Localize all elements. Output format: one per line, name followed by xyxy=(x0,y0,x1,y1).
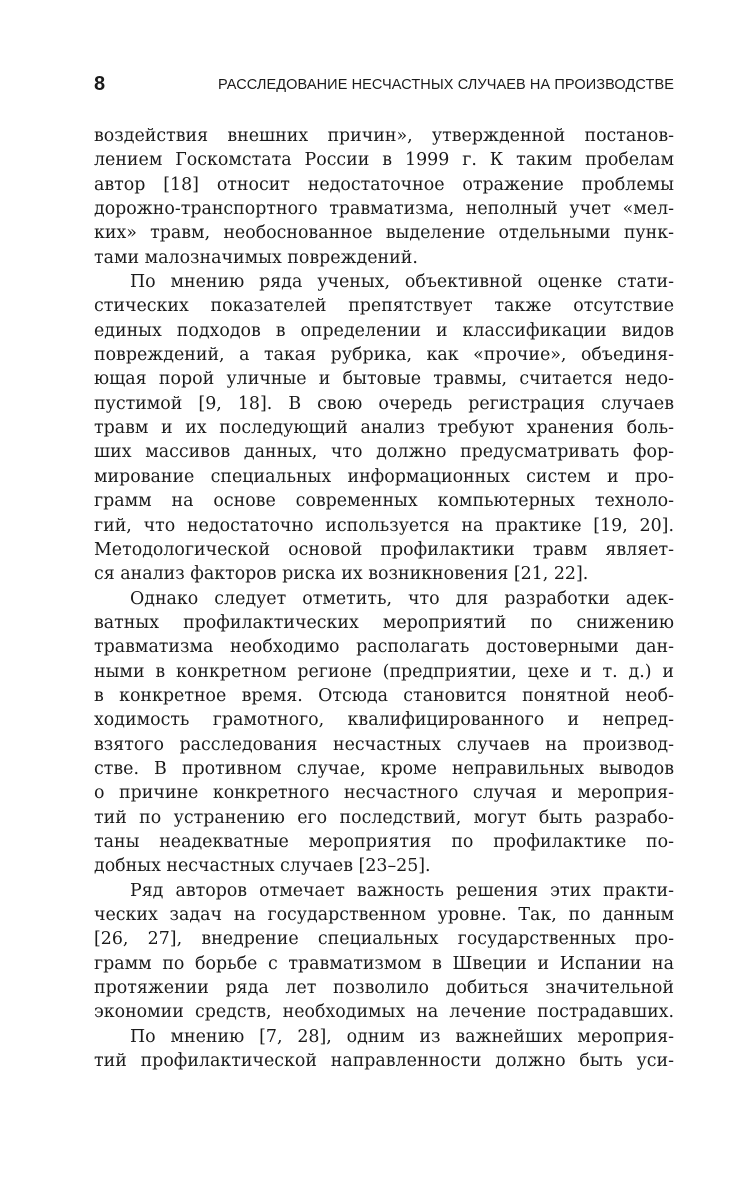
text-line: таны неадекватные мероприятия по профилактике по- xyxy=(94,831,674,852)
text-line: ватных профилактических мероприятий по снижению xyxy=(94,612,674,633)
text-line: ческих задач на государственном уровне. Так, по данным xyxy=(94,905,674,925)
paragraph-end-line: добных несчастных случаев [23–25]. xyxy=(94,856,431,877)
text-line: повреждений, а такая рубрика, как «прочие», объединя- xyxy=(94,345,674,366)
text-line: в конкретное время. Отсюда становится понятной необ- xyxy=(94,685,674,706)
text-line: автор [18] относит недостаточное отражение проблемы xyxy=(94,174,674,195)
text-line: пустимой [9, 18]. В свою очередь регистрация случаев xyxy=(94,393,674,414)
running-title: РАССЛЕДОВАНИЕ НЕСЧАСТНЫХ СЛУЧАЕВ НА ПРОИЗВОДСТВЕ xyxy=(217,77,674,93)
text-line: гий, что недостаточно используется на практике [19, 20]. xyxy=(94,515,674,536)
text-line: травм и их последующий анализ требуют хранения боль- xyxy=(94,418,674,439)
text-line: [26, 27], внедрение специальных государственных про- xyxy=(94,929,674,950)
text-line: ших массивов данных, что должно предусматривать фор- xyxy=(94,442,674,463)
text-line: о причине конкретного несчастного случая и мероприя- xyxy=(94,783,674,804)
paragraph-end-line: ся анализ факторов риска их возникновения [21, 22]. xyxy=(94,564,589,585)
text-line: ких» травм, необоснованное выделение отдельными пунк- xyxy=(94,223,674,244)
body-text xyxy=(94,124,674,1073)
text-line: Методологической основой профилактики травм являет- xyxy=(94,539,674,560)
text-line: грамм по борьбе с травматизмом в Швеции и Испании на xyxy=(94,953,674,974)
text-line: дорожно-транспортного травматизма, неполный учет «мел- xyxy=(94,199,674,220)
text-line: тий профилактической направленности должно быть уси- xyxy=(94,1051,674,1072)
text-line: стве. В противном случае, кроме неправильных выводов xyxy=(94,758,674,779)
text-line: стических показателей препятствует также отсутствие xyxy=(94,296,674,317)
text-line: ющая порой уличные и бытовые травмы, считается недо- xyxy=(94,369,674,390)
text-line: экономии средств, необходимых на лечение пострадавших. xyxy=(94,1002,674,1023)
text-line: протяжении ряда лет позволило добиться значительной xyxy=(94,978,674,999)
paragraph-start-line: По мнению [7, 28], одним из важнейших мероприя- xyxy=(130,1026,674,1047)
text-line: воздействия внешних причин», утвержденной постанов- xyxy=(94,126,674,146)
text-line: ходимость грамотного, квалифицированного и непред- xyxy=(94,710,674,731)
text-line: грамм на основе современных компьютерных техноло- xyxy=(94,491,674,512)
paragraph-end-line: тами малозначимых повреждений. xyxy=(94,247,418,268)
text-line: мирование специальных информационных систем и про- xyxy=(94,466,674,487)
text-line: единых подходов в определении и классификации видов xyxy=(94,320,674,341)
text-line: взятого расследования несчастных случаев на производ- xyxy=(94,734,674,755)
text-line: тий по устранению его последствий, могут быть разрабо- xyxy=(94,807,674,828)
page-number: 8 xyxy=(94,73,106,95)
paragraph-start-line: Однако следует отметить, что для разработки адек- xyxy=(130,588,674,609)
text-line: лением Госкомстата России в 1999 г. К таким пробелам xyxy=(94,150,674,171)
page-header xyxy=(94,72,674,96)
text-line: ными в конкретном регионе (предприятии, цехе и т. д.) и xyxy=(94,661,674,682)
paragraph-start-line: По мнению ряда ученых, объективной оценке стати- xyxy=(130,272,674,293)
paragraph-start-line: Ряд авторов отмечает важность решения этих практи- xyxy=(130,880,674,901)
text-line: травматизма необходимо располагать достоверными дан- xyxy=(94,637,674,658)
